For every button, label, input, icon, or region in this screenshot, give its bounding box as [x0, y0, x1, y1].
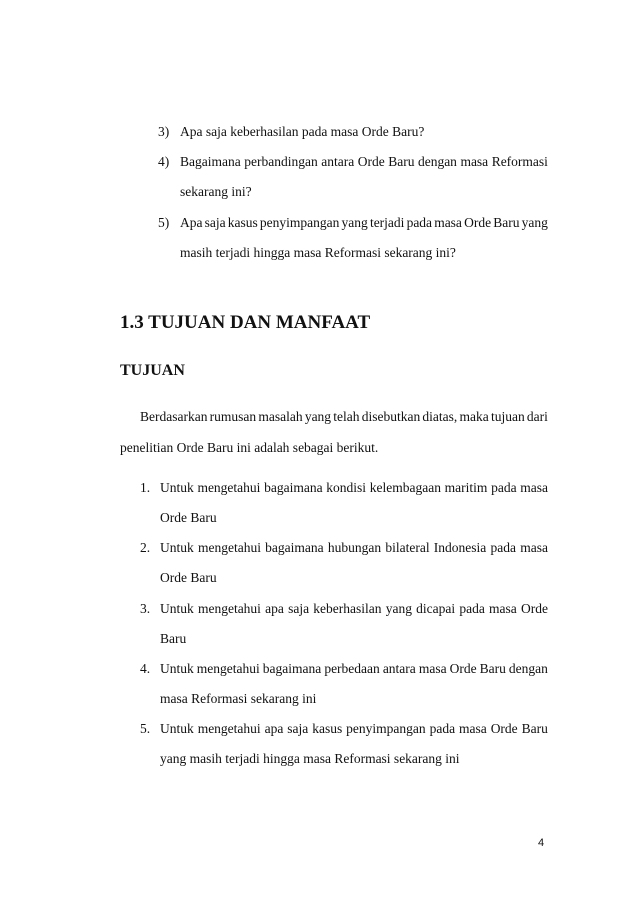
word: bagaimana: [264, 480, 323, 495]
objective-marker: 3.: [140, 601, 151, 616]
question-text: [180, 215, 548, 231]
word: saja: [204, 215, 226, 230]
word: Orde: [490, 721, 518, 736]
word: masa: [460, 154, 489, 169]
word: Indonesia: [433, 540, 487, 555]
word: masa: [459, 721, 487, 736]
word: masa: [418, 661, 447, 676]
word: yang: [385, 601, 412, 616]
word: masa: [520, 480, 548, 495]
word: Orde: [449, 661, 477, 676]
word: maka: [459, 409, 489, 424]
question-text: masih terjadi hingga masa Reformasi sekarang ini?: [180, 245, 456, 260]
objective-text: Orde Baru: [160, 570, 217, 585]
word: pada: [490, 540, 516, 555]
word: kelembagaan: [369, 480, 441, 495]
word: bagaimana: [262, 661, 322, 676]
question-marker: 4): [158, 154, 170, 169]
objective-text: masa Reformasi sekarang ini: [160, 691, 317, 706]
word: mengetahui: [196, 661, 260, 676]
intro-paragraph-line: penelitian Orde Baru ini adalah sebagai berikut.: [120, 440, 379, 455]
word: yang: [521, 215, 548, 230]
word: Untuk: [160, 601, 194, 616]
objective-marker: 4.: [140, 661, 151, 676]
word: Orde: [520, 601, 548, 616]
word: diatas,: [422, 409, 458, 424]
question-text: Apa saja keberhasilan pada masa Orde Baru?: [180, 124, 425, 139]
word: Apa: [180, 215, 203, 230]
word: perbedaan: [324, 661, 380, 676]
word: dari: [526, 409, 548, 424]
objective-text: [160, 721, 548, 737]
word: bilateral: [385, 540, 430, 555]
objective-marker: 5.: [140, 721, 151, 736]
objective-text: yang masih terjadi hingga masa Reformasi sekarang ini: [160, 751, 460, 766]
word: terjadi: [369, 215, 405, 230]
word: pada: [406, 215, 433, 230]
word: dengan: [508, 661, 548, 676]
question-text: sekarang ini?: [180, 184, 252, 199]
word: Baru: [521, 721, 548, 736]
word: masa: [434, 215, 462, 230]
word: penyimpangan: [346, 721, 426, 736]
word: apa: [264, 721, 284, 736]
word: masa: [489, 601, 517, 616]
word: pada: [429, 721, 456, 736]
word: rumusan: [209, 409, 257, 424]
word: Berdasarkan: [140, 409, 208, 424]
page-number: 4: [538, 837, 545, 849]
word: pada: [459, 601, 485, 616]
objective-marker: 1.: [140, 480, 151, 495]
section-subheading: TUJUAN: [120, 362, 185, 379]
objective-text: Orde Baru: [160, 510, 217, 525]
objective-text: [160, 601, 548, 617]
section-heading: 1.3 TUJUAN DAN MANFAAT: [120, 312, 371, 333]
objective-text: Baru: [160, 631, 187, 646]
objective-text: [160, 480, 548, 496]
objective-marker: 2.: [140, 540, 151, 555]
word: Baru: [388, 154, 415, 169]
objective-text: [160, 661, 548, 677]
question-marker: 5): [158, 215, 170, 230]
word: Baru: [493, 215, 520, 230]
word: dengan: [417, 154, 457, 169]
word: kasus: [227, 215, 258, 230]
word: tujuan: [490, 409, 525, 424]
word: Untuk: [160, 661, 194, 676]
word: saja: [287, 721, 309, 736]
word: Bagaimana: [180, 154, 241, 169]
word: saja: [288, 601, 310, 616]
word: yang: [304, 409, 332, 424]
word: antara: [382, 661, 416, 676]
intro-paragraph-line: [140, 409, 548, 425]
word: kasus: [312, 721, 343, 736]
word: Untuk: [160, 721, 194, 736]
word: Untuk: [160, 480, 194, 495]
word: penyimpangan: [259, 215, 340, 230]
word: antara: [321, 154, 355, 169]
question-text: [180, 154, 548, 170]
word: mengetahui: [197, 601, 261, 616]
word: yang: [341, 215, 368, 230]
word: Orde: [357, 154, 385, 169]
word: hubungan: [327, 540, 382, 555]
word: mengetahui: [197, 721, 261, 736]
word: Reformasi: [491, 154, 548, 169]
word: masalah: [258, 409, 303, 424]
word: bagaimana: [265, 540, 324, 555]
word: perbandingan: [244, 154, 318, 169]
word: mengetahui: [197, 540, 261, 555]
word: Orde: [464, 215, 492, 230]
word: dicapai: [416, 601, 456, 616]
word: maritim: [444, 480, 488, 495]
word: pada: [491, 480, 517, 495]
question-marker: 3): [158, 124, 170, 139]
word: telah: [333, 409, 360, 424]
word: Baru: [479, 661, 506, 676]
objective-text: [160, 540, 548, 556]
word: mengetahui: [197, 480, 261, 495]
word: masa: [520, 540, 548, 555]
word: disebutkan: [361, 409, 421, 424]
word: keberhasilan: [313, 601, 382, 616]
word: kondisi: [326, 480, 367, 495]
word: Untuk: [160, 540, 194, 555]
word: apa: [265, 601, 284, 616]
